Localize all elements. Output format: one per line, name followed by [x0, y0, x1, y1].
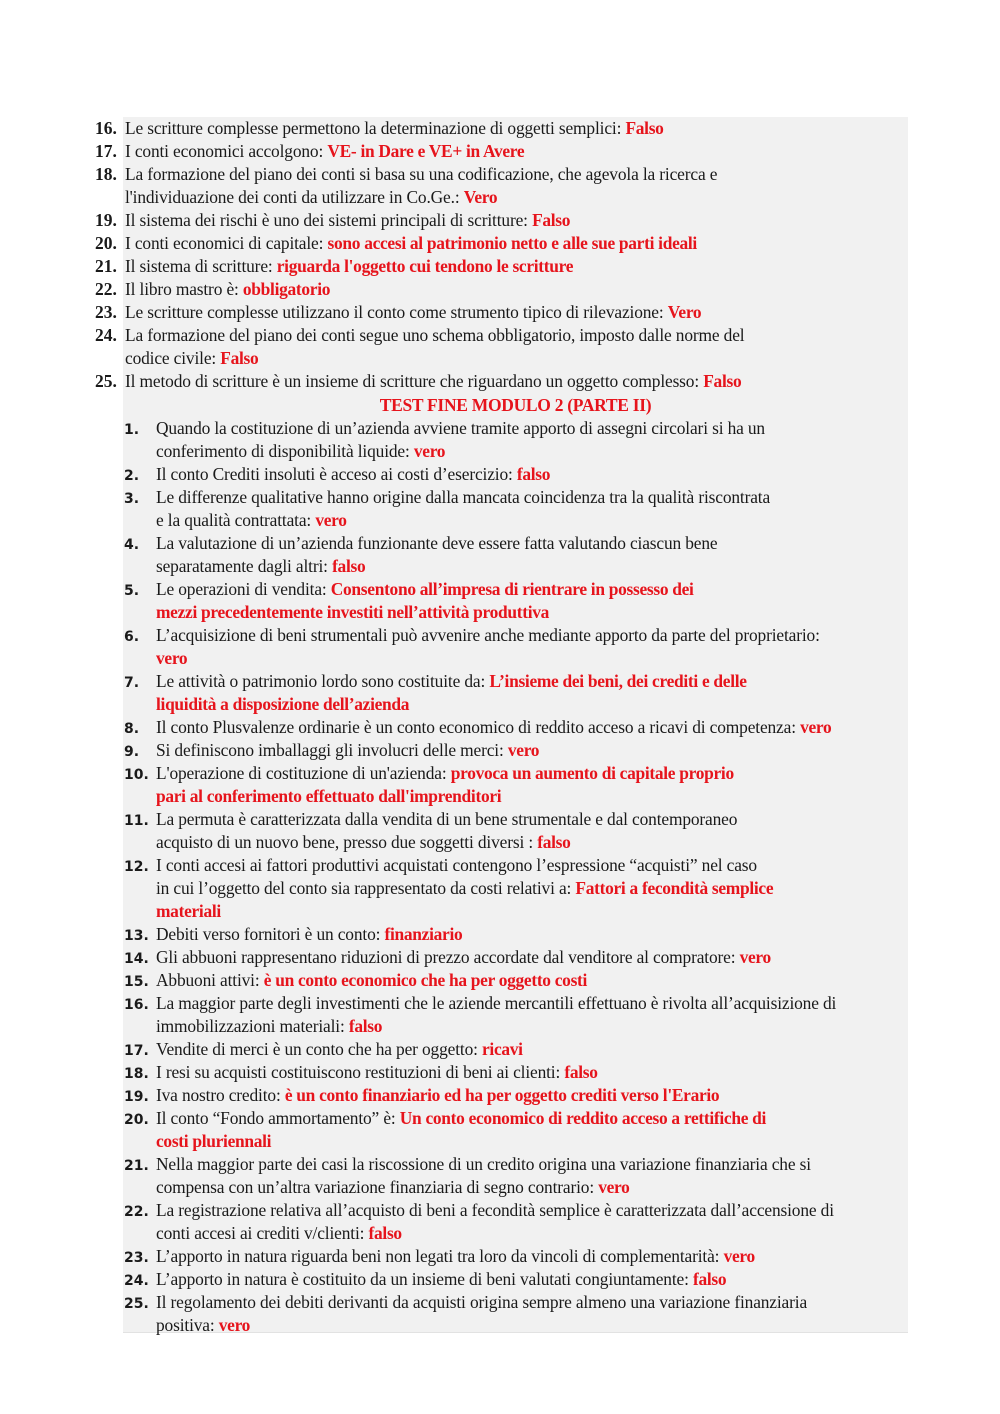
question-text: conti accesi ai crediti v/clienti: [156, 1223, 369, 1243]
question-number: 17. [124, 1043, 149, 1059]
question-number: 23. [124, 1250, 149, 1266]
question-number: 19. [95, 210, 117, 230]
question-text: immobilizzazioni materiali: [156, 1016, 349, 1036]
question-text: L'operazione di costituzione di un'azienda: [156, 763, 451, 783]
question-text: La permuta è caratterizzata dalla vendita di un bene strumentale e dal contemporaneo [156, 809, 738, 829]
question-text: positiva: [156, 1315, 219, 1335]
answer-text: Consentono all’impresa di rientrare in possesso dei [330, 579, 694, 599]
question-line [125, 209, 570, 232]
question-number: 14. [124, 951, 149, 967]
question-text: I conti economici di capitale: [125, 233, 328, 253]
question-number: 25. [95, 371, 117, 391]
question-line [156, 716, 831, 739]
question-text: conferimento di disponibilità liquide: [156, 441, 414, 461]
question-text: Si definiscono imballaggi gli involucri delle merci: [156, 740, 508, 760]
question-line [156, 463, 550, 486]
question-text: La registrazione relativa all’acquisto di beni a fecondità semplice è caratterizzata dall’accensione di [156, 1200, 834, 1220]
question-number: 3. [124, 491, 140, 507]
question-line [156, 762, 734, 785]
question-line [125, 232, 697, 255]
answer-text: vero [315, 510, 347, 530]
answer-text: Falso [532, 210, 571, 230]
question-number: 18. [124, 1066, 149, 1082]
answer-text: VE- in Dare e VE+ in Avere [327, 141, 525, 161]
question-text: Le attività o patrimonio lordo sono costituite da: [156, 671, 490, 691]
question-line [156, 739, 539, 762]
question-text: Le differenze qualitative hanno origine dalla mancata coincidenza tra la qualità riscontrata [156, 487, 771, 507]
answer-text: Falso [703, 371, 742, 391]
question-line [125, 163, 717, 186]
question-line [156, 900, 221, 923]
question-line [156, 647, 187, 670]
answer-text: ricavi [482, 1039, 523, 1059]
answer-text: L’insieme dei beni, dei crediti e delle [489, 671, 747, 691]
question-number: 7. [124, 675, 140, 691]
answer-text: Fattori a fecondità semplice [575, 878, 774, 898]
answer-text: falso [332, 556, 366, 576]
question-number: 15. [124, 974, 149, 990]
question-text: e la qualità contrattata: [156, 510, 316, 530]
question-number: 21. [124, 1158, 149, 1174]
question-text: Il libro mastro è: [125, 279, 243, 299]
question-line [156, 532, 717, 555]
answer-text: costi pluriennali [156, 1131, 272, 1151]
question-line [156, 1199, 834, 1222]
answer-text: falso [516, 464, 551, 484]
question-line [156, 693, 409, 716]
question-text: in cui l’oggetto del conto sia rappresentato da costi relativi a: [156, 878, 576, 898]
answer-text: riguarda l'oggetto cui tendono le scritture [276, 256, 574, 276]
question-number: 12. [124, 859, 149, 875]
question-line [156, 1291, 807, 1314]
question-text: I conti accesi ai fattori produttivi acquistati contengono l’espressione “acquisti” nel caso [156, 855, 757, 875]
question-line [156, 808, 737, 831]
answer-text: finanziario [384, 924, 463, 944]
question-text: La formazione del piano dei conti segue uno schema obbligatorio, imposto dalle norme del [125, 325, 745, 345]
question-text: La formazione del piano dei conti si basa su una codificazione, che agevola la ricerca e [125, 164, 718, 184]
question-number: 17. [95, 141, 117, 161]
question-text: Vendite di merci è un conto che ha per oggetto: [156, 1039, 483, 1059]
question-line [156, 440, 445, 463]
question-number: 21. [95, 256, 117, 276]
question-number: 20. [95, 233, 117, 253]
answer-text: Un conto economico di reddito acceso a rettifiche di [399, 1108, 767, 1128]
question-line [125, 186, 497, 209]
answer-text: vero [507, 740, 540, 760]
question-number: 13. [124, 928, 149, 944]
question-number: 19. [124, 1089, 149, 1105]
answer-text: Vero [667, 302, 702, 322]
question-line [156, 992, 836, 1015]
question-number: 11. [124, 813, 149, 829]
answer-text: falso [564, 1062, 598, 1082]
question-text: Quando la costituzione di un’azienda avviene tramite apporto di assegni circolari si ha un [156, 418, 765, 438]
answer-text: obbligatorio [242, 279, 331, 299]
answer-text: vero [156, 648, 188, 668]
question-line [156, 1153, 811, 1176]
answer-text: mezzi precedentemente investiti nell’attività produttiva [156, 602, 550, 622]
question-text: Il sistema di scritture: [125, 256, 277, 276]
question-text: Le scritture complesse permettono la determinazione di oggetti semplici: [125, 118, 626, 138]
question-number: 24. [124, 1273, 149, 1289]
question-line [156, 1084, 719, 1107]
question-text: I conti economici accolgono: [125, 141, 328, 161]
question-text: Iva nostro credito: [156, 1085, 285, 1105]
question-line [156, 1130, 271, 1153]
question-text: codice civile: [125, 348, 221, 368]
question-text: I resi su acquisti costituiscono restituzioni di beni ai clienti: [156, 1062, 565, 1082]
question-text: l'individuazione dei conti da utilizzare in Co.Ge.: [125, 187, 464, 207]
question-line [125, 140, 524, 163]
question-line [156, 1222, 402, 1245]
answer-text: Falso [220, 348, 259, 368]
question-number: 16. [124, 997, 149, 1013]
question-text: L’apporto in natura è costituito da un insieme di beni valutati congiuntamente: [156, 1269, 693, 1289]
question-line [156, 923, 462, 946]
question-line [156, 486, 770, 509]
question-line [156, 624, 820, 647]
question-number: 22. [124, 1204, 149, 1220]
question-text: Il sistema dei rischi è uno dei sistemi principali di scritture: [125, 210, 533, 230]
question-text: La valutazione di un’azienda funzionante deve essere fatta valutando ciascun bene [156, 533, 718, 553]
question-line [156, 1176, 630, 1199]
question-line [125, 278, 330, 301]
question-number: 2. [124, 468, 140, 484]
question-text: Gli abbuoni rappresentano riduzioni di prezzo accordate dal venditore al compratore: [156, 947, 740, 967]
question-line [156, 1061, 598, 1084]
question-line [125, 370, 741, 393]
answer-text: vero [739, 947, 771, 967]
question-line [156, 1314, 250, 1337]
question-number: 6. [124, 629, 140, 645]
question-line [125, 324, 744, 347]
question-line [156, 1015, 382, 1038]
question-line [156, 1245, 755, 1268]
question-number: 1. [124, 422, 140, 438]
question-text: Il conto “Fondo ammortamento” è: [156, 1108, 400, 1128]
question-number: 23. [95, 302, 117, 322]
question-line [125, 301, 701, 324]
answer-text: vero [723, 1246, 755, 1266]
question-number: 25. [124, 1296, 149, 1312]
question-text: La maggior parte degli investimenti che le aziende mercantili effettuano è rivolta all’acquisizione di [156, 993, 837, 1013]
answer-text: pari al conferimento effettuato dall'imprenditori [156, 786, 502, 806]
question-line [156, 509, 347, 532]
question-text: Il regolamento dei debiti derivanti da acquisti origina sempre almeno una variazione finanziaria [156, 1292, 808, 1312]
question-line [156, 831, 571, 854]
answer-text: provoca un aumento di capitale proprio [450, 763, 734, 783]
answer-text: Vero [463, 187, 498, 207]
question-text: Le scritture complesse utilizzano il conto come strumento tipico di rilevazione: [125, 302, 668, 322]
question-text: compensa con un’altra variazione finanziaria di segno contrario: [156, 1177, 599, 1197]
question-number: 16. [95, 118, 117, 138]
question-text: Abbuoni attivi: [156, 970, 264, 990]
question-text: acquisto di un nuovo bene, presso due soggetti diversi : [156, 832, 538, 852]
question-text: Nella maggior parte dei casi la riscossione di un credito origina una variazione finanziaria che si [156, 1154, 811, 1174]
answer-text: falso [537, 832, 571, 852]
question-line [125, 117, 664, 140]
question-line [156, 946, 771, 969]
question-text: Le operazioni di vendita: [156, 579, 331, 599]
question-number: 8. [124, 721, 140, 737]
question-number: 20. [124, 1112, 149, 1128]
question-line [156, 1268, 726, 1291]
answer-text: vero [413, 441, 446, 461]
question-number: 9. [124, 744, 140, 760]
question-number: 22. [95, 279, 117, 299]
question-number: 5. [124, 583, 140, 599]
question-text: L’acquisizione di beni strumentali può avvenire anche mediante apporto da parte del proprietario: [156, 625, 820, 645]
answer-text: è un conto finanziario ed ha per oggetto crediti verso l'Erario [284, 1085, 720, 1105]
question-line [156, 417, 765, 440]
section-title: TEST FINE MODULO 2 (PARTE II) [379, 395, 652, 415]
answer-text: è un conto economico che ha per oggetto costi [263, 970, 588, 990]
question-text: Il conto Plusvalenze ordinarie è un conto economico di reddito acceso a ricavi di competenza: [156, 717, 801, 737]
question-number: 18. [95, 164, 117, 184]
question-line [156, 601, 549, 624]
answer-text: vero [218, 1315, 251, 1335]
question-text: L’apporto in natura riguarda beni non legati tra loro da vincoli di complementarità: [156, 1246, 724, 1266]
question-text: Debiti verso fornitori è un conto: [156, 924, 385, 944]
question-text: Il metodo di scritture è un insieme di scritture che riguardano un oggetto complesso: [125, 371, 704, 391]
answer-text: falso [368, 1223, 402, 1243]
question-line [125, 347, 258, 370]
answer-text: materiali [156, 901, 221, 921]
question-line [156, 670, 747, 693]
question-line [156, 877, 773, 900]
question-line [156, 854, 757, 877]
question-line [156, 1107, 766, 1130]
answer-text: liquidità a disposizione dell’azienda [156, 694, 410, 714]
question-line [156, 785, 501, 808]
answer-text: falso [348, 1016, 383, 1036]
question-line [156, 555, 365, 578]
question-line [156, 578, 694, 601]
question-line [156, 1038, 523, 1061]
answer-text: vero [598, 1177, 630, 1197]
question-text: Il conto Crediti insoluti è acceso ai costi d’esercizio: [156, 464, 517, 484]
question-number: 4. [124, 537, 140, 553]
question-number: 10. [124, 767, 149, 783]
question-number: 24. [95, 325, 117, 345]
answer-text: vero [800, 717, 832, 737]
answer-text: falso [692, 1269, 727, 1289]
question-line [125, 255, 573, 278]
question-line [156, 969, 587, 992]
answer-text: sono accesi al patrimonio netto e alle sue parti ideali [327, 233, 697, 253]
question-text: separatamente dagli altri: [156, 556, 333, 576]
answer-text: Falso [625, 118, 664, 138]
